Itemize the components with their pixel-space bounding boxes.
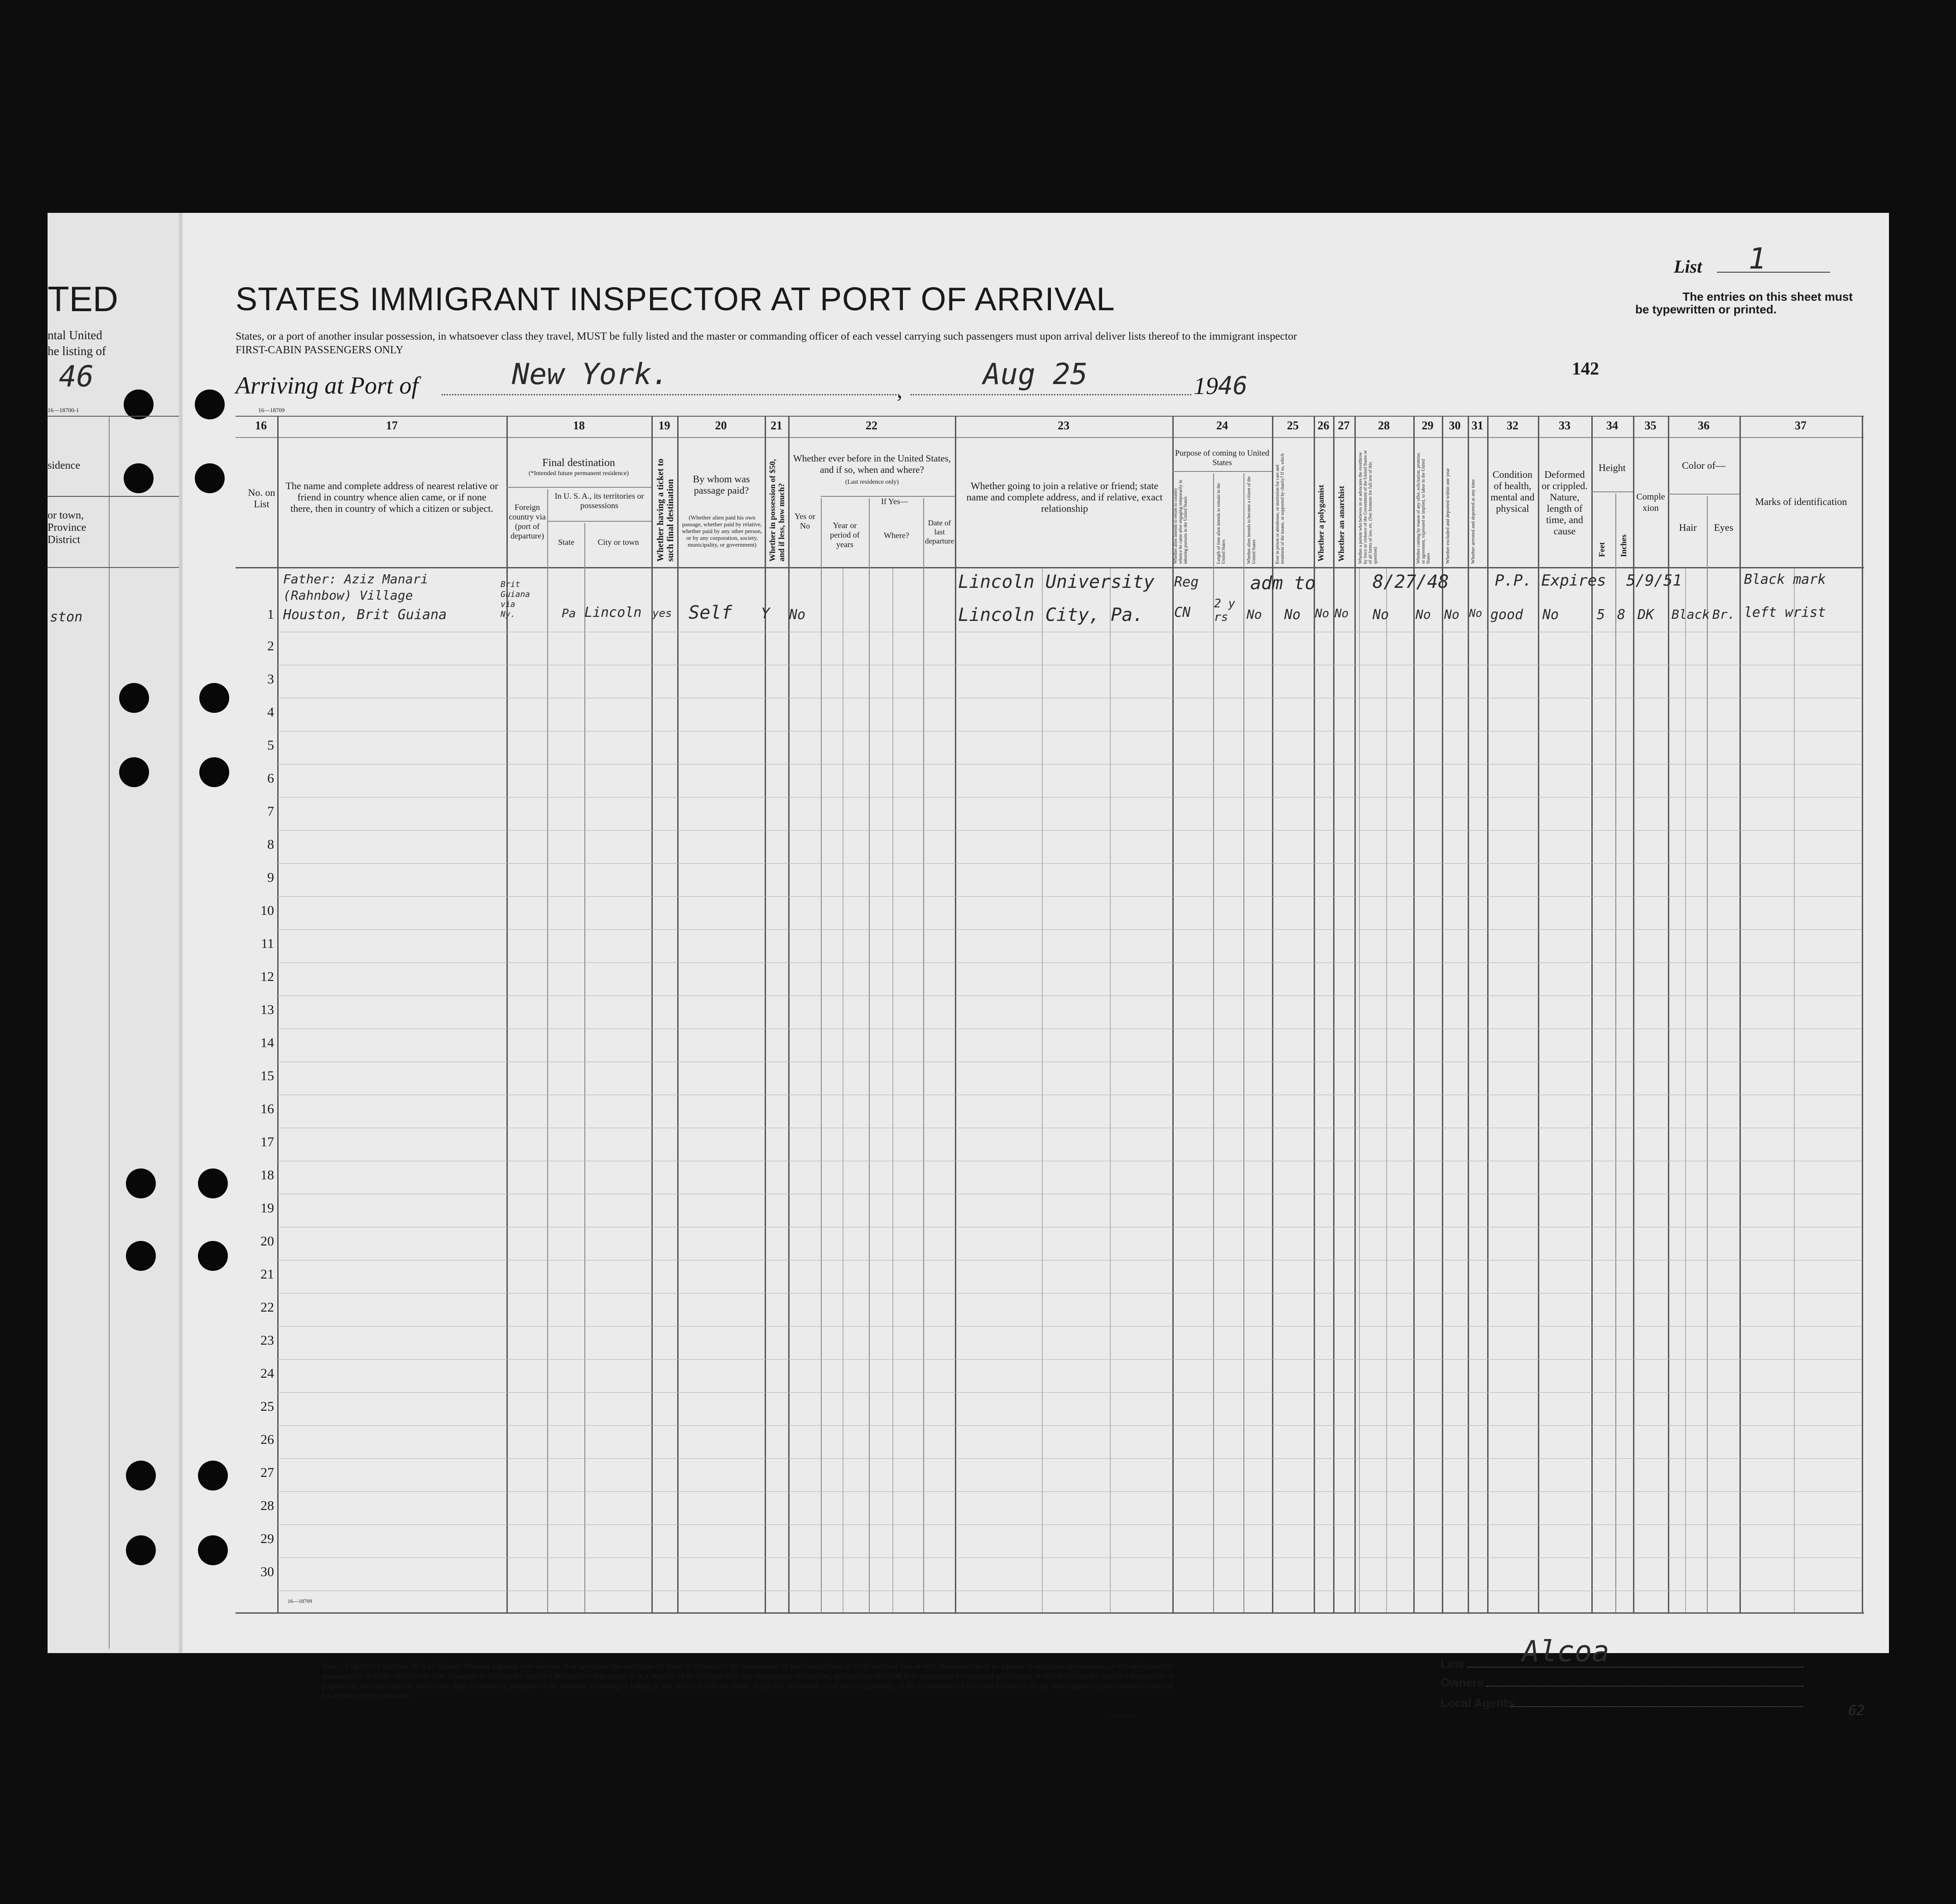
join-line: Lincoln City, Pa. bbox=[958, 605, 1144, 625]
town-label: or town, bbox=[48, 510, 84, 521]
column-number: 18 bbox=[573, 419, 585, 432]
column-number: 30 bbox=[1449, 419, 1461, 432]
header-eyes: Eyes bbox=[1714, 522, 1734, 533]
punch-hole bbox=[198, 1168, 228, 1198]
purpose-value: CN bbox=[1174, 605, 1191, 620]
pp-expires-date: 5/9/51 bbox=[1626, 572, 1682, 590]
column-number: 34 bbox=[1606, 419, 1618, 432]
row-number: 14 bbox=[260, 1035, 274, 1050]
header-passage-paid: By whom was passage paid? bbox=[693, 473, 750, 496]
header-purpose: Purpose of coming to United States bbox=[1175, 448, 1269, 467]
passenger-class: FIRST-CABIN PASSENGERS ONLY bbox=[236, 344, 404, 356]
row-number: 28 bbox=[260, 1498, 274, 1513]
header-overthrow: Whether a person who believes in or advocates the overthrow by force or violence of the Government of the United States or of all forms of law, etc. (See footnote for full text of this question) bbox=[1358, 450, 1378, 564]
complexion-value: DK bbox=[1638, 607, 1654, 623]
punch-hole bbox=[126, 1461, 156, 1491]
row-number: 18 bbox=[260, 1168, 274, 1183]
form-code: 16—18700b bbox=[1110, 1713, 1135, 1718]
row-number: 7 bbox=[267, 804, 274, 819]
header-prison: Ever in prison or almshouse, or institution for care and treatment of the insane, or supported by charity? If so, which bbox=[1275, 453, 1285, 564]
form-code: 16—18709 bbox=[258, 407, 285, 413]
header-excluded: Whether excluded and deported within one year bbox=[1445, 468, 1450, 564]
column-number: 28 bbox=[1378, 419, 1390, 432]
footnote: Note.—Full text of question 28 is as follows: Whether a person who believes in or advocates the overthrow by force or violence of the Government of the United States or of all forms of law, or who disbelieves in or is opposed to organized government, or who advocates the assassination of public officials, or who advocates or teaches the unlawful destruction of property, or is a member of or affiliated with any organization entertaining and teaching disbelief in or opposition to organized government or which teaches the unlawful destruction of property, or who advocates or teaches the duty, necessity, or propriety of the unlawful assaulting or killing of any officer or officers, either of specific individuals or of officers generally, of the Government of the United States or of any other organized government because of his or their official character. bbox=[322, 1662, 1173, 1700]
page-mark: 62 bbox=[1848, 1703, 1865, 1719]
health-value: good bbox=[1490, 607, 1523, 623]
paid-by-value: Self bbox=[689, 602, 732, 623]
polygamist-value: No bbox=[1315, 607, 1330, 620]
sheet-number: 142 bbox=[1572, 358, 1599, 379]
header-where: Where? bbox=[884, 531, 909, 540]
column-number: 24 bbox=[1216, 419, 1228, 432]
column-number: 35 bbox=[1644, 419, 1657, 432]
owners-label: Owners bbox=[1441, 1676, 1484, 1689]
header-relative-address: The name and complete address of nearest relative or friend in country whence alien came, or if none there, then in country of which a citizen or subject. bbox=[285, 480, 498, 514]
list-note: be typewritten or printed. bbox=[1635, 303, 1777, 316]
punch-hole bbox=[124, 463, 154, 493]
row-number: 12 bbox=[260, 969, 274, 984]
form-code: 16—18700-1 bbox=[48, 407, 79, 413]
eyes-value: Br. bbox=[1712, 607, 1735, 622]
header-last-departure: Date of last departure bbox=[925, 519, 954, 545]
list-label: List bbox=[1674, 256, 1702, 277]
hair-value: Black bbox=[1672, 607, 1710, 622]
header-passage-note: (Whether alien paid his own passage, whether paid by relative, whether paid by any other person, or by any corporation, society, municipality, or government) bbox=[682, 514, 762, 548]
row-number: 20 bbox=[260, 1234, 274, 1249]
excluded-value: No bbox=[1444, 607, 1460, 622]
header-year: Year or period of years bbox=[830, 521, 860, 549]
citizen-value: No bbox=[1247, 607, 1262, 622]
arriving-label: Arriving at Port of bbox=[236, 372, 419, 399]
money-value: Y bbox=[761, 605, 770, 622]
column-number: 26 bbox=[1317, 419, 1330, 432]
row-number: 23 bbox=[260, 1333, 274, 1348]
row-number: 9 bbox=[267, 870, 274, 885]
relative-line: (Rahnbow) Village bbox=[283, 588, 413, 603]
column-number: 32 bbox=[1507, 419, 1518, 432]
height-inches-value: 8 bbox=[1617, 607, 1626, 623]
year-suffix: 46 bbox=[1218, 371, 1248, 400]
header-in-usa: In U. S. A., its territories or possessions bbox=[554, 491, 644, 510]
header-before-in-us: Whether ever before in the United States, and if so, when and where? bbox=[793, 453, 951, 475]
instruction-text: States, or a port of another insular possession, in whatsoever class they travel, MUST be fully listed and the master or commanding officer of each vessel carrying such passengers must upon arrival deliver lists thereof to the immigrant inspector bbox=[236, 331, 1297, 342]
header-yes-no: Yes or No bbox=[795, 512, 815, 530]
year-prefix: 19 bbox=[1194, 372, 1218, 399]
punch-hole bbox=[198, 1461, 228, 1491]
column-number: 19 bbox=[658, 419, 670, 432]
row-number: 5 bbox=[267, 738, 274, 753]
header-hair: Hair bbox=[1679, 522, 1697, 533]
column-number: 37 bbox=[1795, 419, 1807, 432]
punch-hole bbox=[126, 1241, 156, 1271]
header-ticket: Whether having a ticket to such final destination bbox=[655, 458, 675, 562]
column-number: 36 bbox=[1698, 419, 1710, 432]
header-color: Color of— bbox=[1682, 460, 1725, 471]
row-number: 22 bbox=[260, 1300, 274, 1315]
province-label: Province bbox=[48, 522, 87, 534]
admitted-note: adm to bbox=[1250, 573, 1316, 594]
punch-hole bbox=[198, 1535, 228, 1565]
header-money: Whether in possession of $50, and if less, how much? bbox=[768, 459, 786, 562]
header-become-citizen: Whether alien intends to become a citizen of the United States bbox=[1247, 476, 1257, 564]
header-feet: Feet bbox=[1597, 542, 1606, 557]
height-feet-value: 5 bbox=[1597, 607, 1605, 623]
row-number: 25 bbox=[260, 1399, 274, 1414]
relative-line: Father: Aziz Manari bbox=[283, 572, 429, 587]
column-number: 21 bbox=[771, 419, 782, 432]
agents-label: Local Agents bbox=[1441, 1696, 1514, 1710]
port-value: New York. bbox=[512, 358, 669, 391]
punch-hole bbox=[124, 389, 154, 419]
title-fragment-line: ntal United bbox=[48, 328, 102, 342]
column-number: 23 bbox=[1058, 419, 1070, 432]
header-marks: Marks of identification bbox=[1755, 496, 1847, 507]
page-title: STATES IMMIGRANT INSPECTOR AT PORT OF ARRIVAL bbox=[236, 281, 1115, 317]
row-number: 16 bbox=[260, 1101, 274, 1116]
row-number: 10 bbox=[260, 903, 274, 918]
punch-hole bbox=[195, 389, 225, 419]
punch-hole bbox=[199, 757, 229, 787]
row-number: 1 bbox=[267, 607, 274, 622]
title-fragment-line: he listing of bbox=[48, 344, 106, 358]
header-purpose-return: Whether alien intends to return to country whence he came after engaging temporarily in laboring pursuits in the United States bbox=[1173, 480, 1188, 564]
state-value: Pa bbox=[562, 607, 576, 620]
before-in-us-value: No bbox=[789, 607, 806, 623]
header-city: City or town bbox=[597, 538, 639, 547]
marks-line: left wrist bbox=[1744, 605, 1826, 620]
punch-hole bbox=[126, 1168, 156, 1198]
header-inches: Inches bbox=[1619, 534, 1628, 557]
relative-line: Houston, Brit Guiana bbox=[283, 607, 447, 623]
column-number: 27 bbox=[1338, 419, 1350, 432]
deformed-value: No bbox=[1542, 607, 1559, 623]
column-number: 33 bbox=[1559, 419, 1571, 432]
row-number: 27 bbox=[260, 1465, 274, 1480]
foreign-port: Brit Guiana via Ny. bbox=[501, 580, 530, 619]
anarchist-value: No bbox=[1335, 607, 1349, 620]
district-label: District bbox=[48, 534, 80, 546]
header-arrested: Whether arrested and deported at any time bbox=[1470, 479, 1476, 564]
row-number: 17 bbox=[260, 1135, 274, 1149]
overthrow-value: No bbox=[1373, 607, 1389, 623]
header-no-on-list: No. on List bbox=[248, 487, 275, 510]
row-number: 13 bbox=[260, 1002, 274, 1017]
length-stay-value: 2 yrs bbox=[1214, 597, 1235, 624]
column-number: 22 bbox=[866, 419, 877, 432]
column-number: 25 bbox=[1287, 419, 1299, 432]
header-height: Height bbox=[1599, 462, 1626, 473]
year-fragment: 46 bbox=[59, 360, 94, 394]
left-page-fragment bbox=[48, 213, 179, 1653]
punch-hole bbox=[199, 683, 229, 713]
header-length-stay: Length of time alien intends to remain in the United States bbox=[1216, 483, 1226, 564]
header-complexion: Complexion bbox=[1636, 492, 1665, 513]
city-value: Lincoln bbox=[584, 605, 642, 620]
join-line: Lincoln University bbox=[958, 572, 1155, 592]
header-final-destination: Final destination bbox=[542, 457, 615, 469]
header-last-residence: (Last residence only) bbox=[845, 479, 899, 486]
row-number: 30 bbox=[260, 1564, 274, 1579]
header-deformed: Deformed or crippled. Nature, length of time, and cause bbox=[1542, 469, 1588, 537]
prison-value: No bbox=[1284, 607, 1301, 623]
header-state: State bbox=[558, 538, 574, 547]
column-number: 16 bbox=[255, 419, 267, 432]
row-number: 2 bbox=[267, 639, 274, 654]
column-number: 20 bbox=[715, 419, 727, 432]
header-if-yes: If Yes— bbox=[881, 497, 908, 506]
labor-value: No bbox=[1416, 607, 1431, 622]
column-number: 17 bbox=[386, 419, 398, 432]
punch-hole bbox=[198, 1241, 228, 1271]
date-value: Aug 25 bbox=[983, 358, 1088, 391]
marks-line: Black mark bbox=[1744, 572, 1826, 587]
title-fragment: TED bbox=[48, 279, 118, 319]
form-code: 16—18709 bbox=[288, 1598, 312, 1604]
punch-hole bbox=[119, 683, 149, 713]
residence-value: ston bbox=[50, 609, 83, 625]
line-value: Alcoa bbox=[1522, 1635, 1609, 1668]
pp-expires-label: P.P. Expires bbox=[1495, 572, 1606, 590]
list-number: 1 bbox=[1749, 242, 1766, 276]
row-number: 24 bbox=[260, 1366, 274, 1381]
row-number: 3 bbox=[267, 672, 274, 687]
header-health: Condition of health, mental and physical bbox=[1490, 469, 1535, 514]
row-number: 21 bbox=[260, 1267, 274, 1282]
header-foreign-country: Foreign country via (port of departure) bbox=[509, 503, 546, 540]
punch-hole bbox=[119, 757, 149, 787]
purpose-value: Reg bbox=[1174, 574, 1199, 590]
punch-hole bbox=[126, 1535, 156, 1565]
row-number: 11 bbox=[261, 936, 274, 951]
row-number: 8 bbox=[267, 837, 274, 852]
row-number: 19 bbox=[260, 1201, 274, 1216]
row-number: 29 bbox=[260, 1531, 274, 1546]
row-number: 26 bbox=[260, 1432, 274, 1447]
header-anarchist: Whether an anarchist bbox=[1337, 486, 1346, 562]
column-number: 31 bbox=[1471, 419, 1484, 432]
header-join-relative: Whether going to join a relative or friend; state name and complete address, and if relative, exact relationship bbox=[966, 480, 1163, 514]
column-number: 29 bbox=[1421, 419, 1434, 432]
admitted-date: 8/27/48 bbox=[1373, 572, 1449, 592]
punch-hole bbox=[195, 463, 225, 493]
residence-label: sidence bbox=[48, 460, 80, 471]
row-number: 6 bbox=[267, 771, 274, 786]
ticket-value: yes bbox=[652, 607, 672, 620]
row-number: 4 bbox=[267, 705, 274, 720]
header-final-destination-note: (*Intended future permanent residence) bbox=[528, 470, 629, 477]
line-label: Line bbox=[1441, 1657, 1465, 1670]
arrested-value: No bbox=[1469, 607, 1482, 620]
list-note: The entries on this sheet must bbox=[1682, 290, 1853, 303]
page-fold bbox=[179, 213, 183, 1653]
row-number: 15 bbox=[260, 1068, 274, 1083]
header-labor-offer: Whether coming by reason of any offer, solicitation, promise, or agreement, expressed or implied, to labor in the United States bbox=[1416, 452, 1431, 564]
header-polygamist: Whether a polygamist bbox=[1316, 485, 1325, 562]
